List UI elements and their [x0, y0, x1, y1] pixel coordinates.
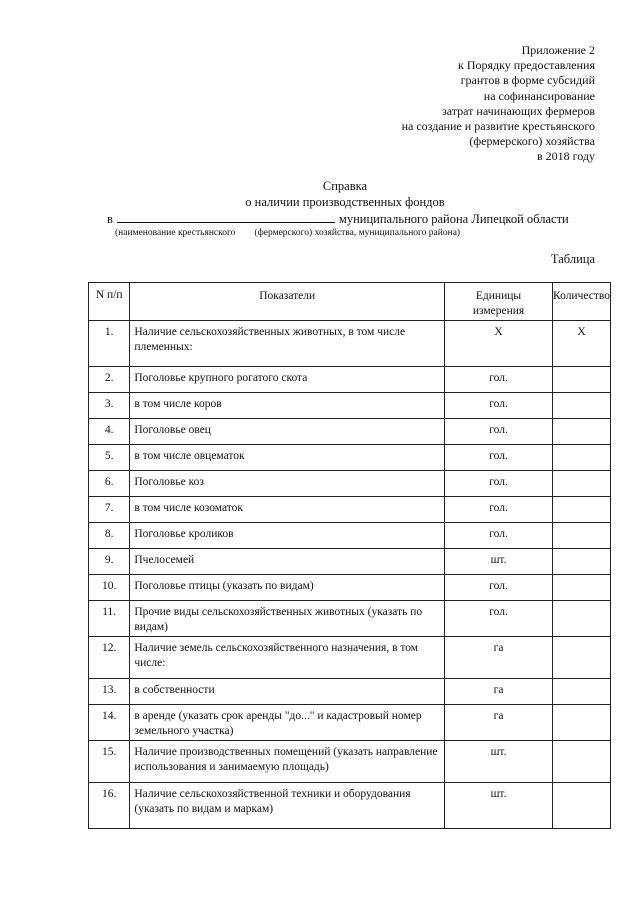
row-indicator: Поголовье овец: [130, 419, 445, 445]
table-row: [89, 575, 611, 601]
line-suffix: муниципального района Липецкой области: [338, 212, 569, 226]
farm-name-caption: (наименование крестьянского (фермерского) хозяйства, муниципального района): [115, 228, 461, 238]
row-number: 2.: [89, 367, 130, 393]
row-indicator: в аренде (указать срок аренды "до..." и кадастровый номер земельного участка): [130, 705, 445, 741]
table-row: [89, 601, 611, 637]
row-quantity[interactable]: [553, 419, 611, 445]
row-indicator: Наличие сельскохозяйственных животных, в том числе племенных:: [130, 321, 445, 367]
table-row: [89, 637, 611, 679]
line-prefix: в: [107, 212, 113, 226]
row-indicator: в том числе коров: [130, 393, 445, 419]
row-indicator: в собственности: [130, 679, 445, 705]
table-row: [89, 705, 611, 741]
header-num: N п/п: [89, 283, 130, 321]
appendix-line: (фермерского) хозяйства: [469, 134, 595, 149]
appendix-block: [402, 43, 595, 165]
row-quantity[interactable]: [553, 471, 611, 497]
row-number: 1.: [89, 321, 130, 367]
row-quantity[interactable]: [553, 523, 611, 549]
farm-name-line: [107, 211, 569, 227]
row-unit: гол.: [445, 445, 553, 471]
row-number: 9.: [89, 549, 130, 575]
table-row: [89, 321, 611, 367]
appendix-line: на софинансирование: [483, 88, 595, 103]
table-row: [89, 549, 611, 575]
indicators-table: [88, 282, 611, 829]
row-quantity[interactable]: [553, 575, 611, 601]
row-quantity[interactable]: [553, 367, 611, 393]
table-row: [89, 367, 611, 393]
row-unit: гол.: [445, 575, 553, 601]
row-unit: га: [445, 705, 553, 741]
row-indicator: Поголовье кроликов: [130, 523, 445, 549]
row-quantity[interactable]: [553, 783, 611, 829]
row-indicator: Наличие земель сельскохозяйственного назначения, в том числе:: [130, 637, 445, 679]
row-number: 4.: [89, 419, 130, 445]
row-quantity[interactable]: [553, 705, 611, 741]
row-number: 12.: [89, 637, 130, 679]
row-unit: гол.: [445, 601, 553, 637]
header-name: Показатели: [130, 283, 445, 321]
header-unit: Единицы измерения: [445, 283, 553, 321]
row-number: 6.: [89, 471, 130, 497]
row-quantity[interactable]: [553, 549, 611, 575]
row-number: 5.: [89, 445, 130, 471]
row-quantity[interactable]: [553, 601, 611, 637]
row-indicator: Наличие производственных помещений (указать направление использования и занимаемую площадь): [130, 741, 445, 783]
row-number: 16.: [89, 783, 130, 829]
appendix-line: в 2018 году: [536, 149, 595, 164]
row-unit: гол.: [445, 367, 553, 393]
row-number: 7.: [89, 497, 130, 523]
row-quantity[interactable]: [553, 497, 611, 523]
row-indicator: в том числе овцематок: [130, 445, 445, 471]
row-quantity[interactable]: X: [553, 321, 611, 367]
row-unit: гол.: [445, 419, 553, 445]
table-row: [89, 783, 611, 829]
row-unit: гол.: [445, 523, 553, 549]
table-row: [89, 679, 611, 705]
row-unit: шт.: [445, 741, 553, 783]
row-number: 13.: [89, 679, 130, 705]
table-row: [89, 471, 611, 497]
table-row: [89, 445, 611, 471]
table-row: [89, 497, 611, 523]
appendix-line: к Порядку предоставления: [457, 58, 595, 73]
appendix-line: Приложение 2: [521, 43, 595, 57]
row-number: 15.: [89, 741, 130, 783]
row-indicator: в том числе козоматок: [130, 497, 445, 523]
header-qty: Количество: [553, 283, 611, 321]
row-quantity[interactable]: [553, 637, 611, 679]
row-indicator: Прочие виды сельскохозяйственных животных (указать по видам): [130, 601, 445, 637]
row-indicator: Поголовье крупного рогатого скота: [130, 367, 445, 393]
row-unit: гол.: [445, 393, 553, 419]
row-indicator: Наличие сельскохозяйственной техники и оборудования (указать по видам и маркам): [130, 783, 445, 829]
row-quantity[interactable]: [553, 393, 611, 419]
row-unit: га: [445, 679, 553, 705]
row-unit: X: [445, 321, 553, 367]
table-row: [89, 523, 611, 549]
row-quantity[interactable]: [553, 679, 611, 705]
table-row: [89, 393, 611, 419]
row-indicator: Пчелосемей: [130, 549, 445, 575]
row-number: 3.: [89, 393, 130, 419]
document-title: Справка: [322, 179, 368, 193]
row-number: 14.: [89, 705, 130, 741]
row-unit: га: [445, 637, 553, 679]
appendix-line: затрат начинающих фермеров: [441, 103, 595, 118]
document-subtitle: о наличии производственных фондов: [245, 195, 445, 209]
table-row: [89, 741, 611, 783]
row-unit: гол.: [445, 471, 553, 497]
table-label: Таблица: [550, 252, 595, 266]
row-indicator: Поголовье птицы (указать по видам): [130, 575, 445, 601]
row-number: 8.: [89, 523, 130, 549]
row-number: 10.: [89, 575, 130, 601]
row-quantity[interactable]: [553, 741, 611, 783]
row-quantity[interactable]: [553, 445, 611, 471]
appendix-line: грантов в форме субсидий: [460, 73, 595, 88]
table-header-row: [89, 283, 611, 321]
table-row: [89, 419, 611, 445]
row-number: 11.: [89, 601, 130, 637]
row-unit: шт.: [445, 783, 553, 829]
appendix-line: на создание и развитие крестьянского: [401, 119, 595, 134]
farm-name-blank[interactable]: [117, 211, 335, 223]
row-unit: шт.: [445, 549, 553, 575]
row-unit: гол.: [445, 497, 553, 523]
row-indicator: Поголовье коз: [130, 471, 445, 497]
